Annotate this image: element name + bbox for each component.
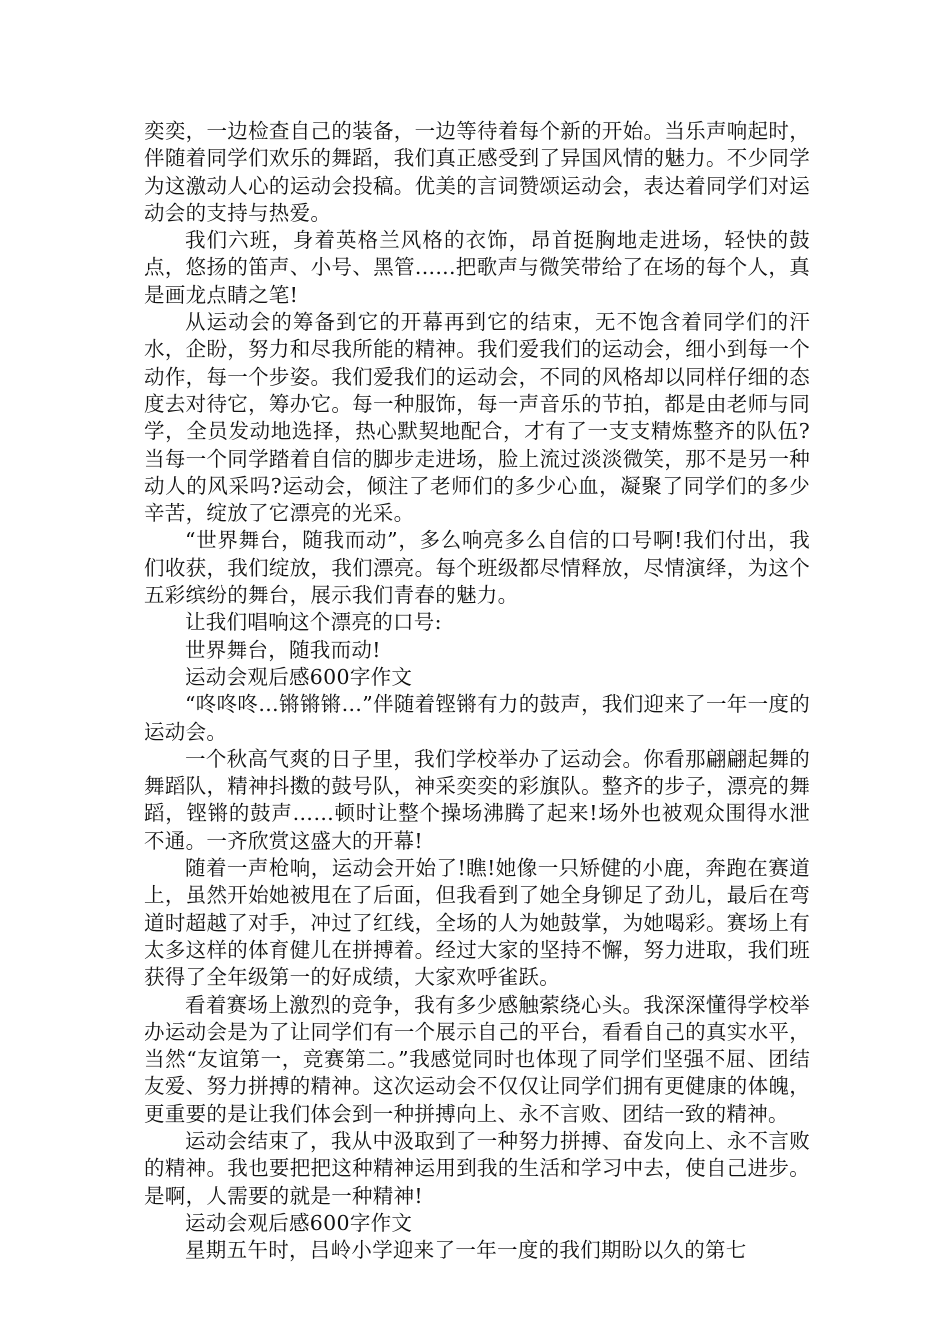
paragraph: “咚咚咚…锵锵锵…”伴随着铿锵有力的鼓声，我们迎来了一年一度的运动会。: [144, 692, 810, 744]
paragraph: 运动会结束了，我从中汲取到了一种努力拼搏、奋发向上、永不言败的精神。我也要把把这种精神运用到我的生活和学习中去，使自己进步。是啊，人需要的就是一种精神!: [144, 1128, 810, 1208]
paragraph: 一个秋高气爽的日子里，我们学校举办了运动会。你看那翩翩起舞的舞蹈队，精神抖擞的鼓号队，神采奕奕的彩旗队。整齐的步子，漂亮的舞蹈，铿锵的鼓声……顿时让整个操场沸腾了起来!场外也被观众围得水泄不通。一齐欣赏这盛大的开幕!: [144, 746, 810, 853]
paragraph: “世界舞台，随我而动”，多么响亮多么自信的口号啊!我们付出，我们收获，我们绽放，我们漂亮。每个班级都尽情释放，尽情演绎，为这个五彩缤纷的舞台，展示我们青春的魅力。: [144, 528, 810, 608]
paragraph: 世界舞台，随我而动!: [185, 637, 381, 662]
paragraph: 我们六班，身着英格兰风格的衣饰，昂首挺胸地走进场，轻快的鼓点，悠扬的笛声、小号、黑管......把歌声与微笑带给了在场的每个人，真是画龙点睛之笔!: [144, 228, 810, 307]
paragraph: 让我们唱响这个漂亮的口号:: [185, 610, 442, 635]
section-heading: 运动会观后感600字作文: [185, 664, 413, 689]
paragraph: 星期五午时，吕岭小学迎来了一年一度的我们期盼以久的第七: [185, 1238, 747, 1263]
paragraph: 随着一声枪响，运动会开始了!瞧!她像一只矫健的小鹿，奔跑在赛道上，虽然开始她被甩在了后面，但我看到了她全身铆足了劲儿，最后在弯道时超越了对手，冲过了红线，全场的人为她鼓掌，为她喝彩。赛场上有太多这样的体育健儿在拼搏着。经过大家的坚持不懈，努力进取，我们班获得了全年级第一的好成绩，大家欢呼雀跃。: [144, 856, 810, 990]
paragraph: 奕奕，一边检查自己的装备，一边等待着每个新的开始。当乐声响起时，伴随着同学们欢乐的舞蹈，我们真正感受到了异国风情的魅力。不少同学为这激动人心的运动会投稿。优美的言词赞颂运动会，表达着同学们对运动会的支持与热爱。: [144, 119, 810, 225]
paragraph: 看着赛场上激烈的竞争，我有多少感触萦绕心头。我深深懂得学校举办运动会是为了让同学们有一个展示自己的平台，看看自己的真实水平，当然“友谊第一，竞赛第二。”我感觉同时也体现了同学们坚强不屈、团结友爱、努力拼搏的精神。这次运动会不仅仅让同学们拥有更健康的体魄，更重要的是让我们体会到一种拼搏向上、永不言败、团结一致的精神。: [144, 992, 810, 1126]
document-page: [144, 118, 810, 1264]
paragraph: 从运动会的筹备到它的开幕再到它的结束，无不饱含着同学们的汗水，企盼，努力和尽我所能的精神。我们爱我们的运动会，细小到每一个动作，每一个步姿。我们爱我们的运动会，不同的风格却以同样仔细的态度去对待它，筹办它。每一种服饰，每一声音乐的节拍，都是由老师与同学，全员发动地选择，热心默契地配合，才有了一支支精炼整齐的队伍?当每一个同学踏着自信的脚步走进场，脸上流过淡淡微笑，那不是另一种动人的风采吗?运动会，倾注了老师们的多少心血，凝聚了同学们的多少辛苦，绽放了它漂亮的光采。: [144, 310, 810, 526]
section-heading: 运动会观后感600字作文: [185, 1210, 413, 1235]
